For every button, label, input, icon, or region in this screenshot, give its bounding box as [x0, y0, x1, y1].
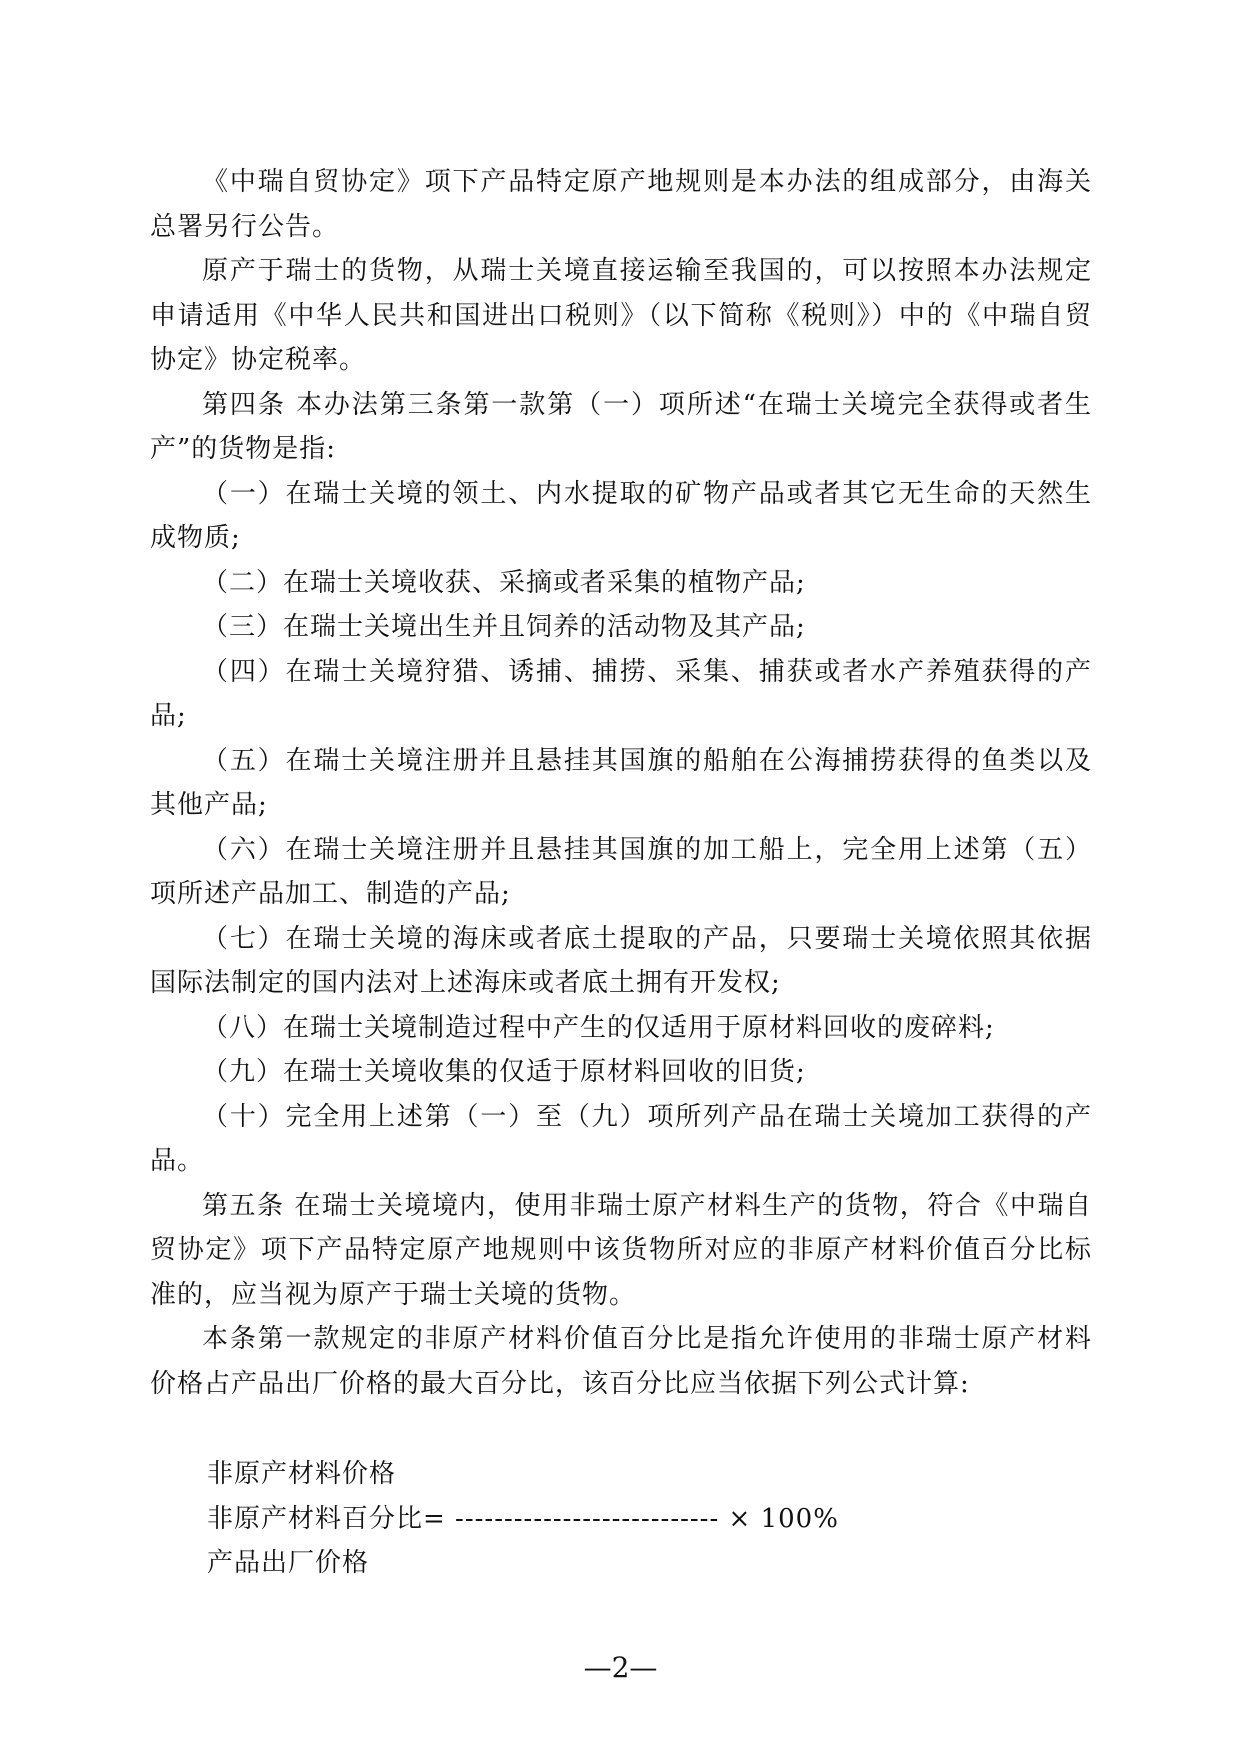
list-item-6: （六）在瑞士关境注册并且悬挂其国旗的加工船上，完全用上述第（五）项所述产品加工、制造的产品;	[150, 834, 1092, 909]
list-item-3: （三）在瑞士关境出生并且饲养的活动物及其产品;	[202, 612, 806, 642]
list-item-7: （七）在瑞士关境的海床或者底土提取的产品，只要瑞士关境依照其依据国际法制定的国内法对上述海床或者底土拥有开发权;	[150, 923, 1092, 998]
page-number: —2—	[583, 1651, 658, 1684]
formula-denominator: 产品出厂价格	[207, 1548, 370, 1578]
formula-main-line: 非原产材料百分比= --------------------------- × 100%	[207, 1503, 839, 1534]
list-item-5: （五）在瑞士关境注册并且悬挂其国旗的船舶在公海捕捞获得的鱼类以及其他产品;	[150, 745, 1092, 820]
paragraph-percentage-definition: 本条第一款规定的非原产材料价值百分比是指允许使用的非瑞士原产材料价格占产品出厂价格的最大百分比，该百分比应当依据下列公式计算:	[150, 1324, 1092, 1399]
list-item-8: （八）在瑞士关境制造过程中产生的仅适用于原材料回收的废碎料;	[202, 1012, 995, 1043]
formula-numerator: 非原产材料价格	[207, 1459, 397, 1489]
list-item-9: （九）在瑞士关境收集的仅适于原材料回收的旧货;	[202, 1057, 806, 1087]
percentage-formula	[207, 1452, 1067, 1586]
paragraph-article-4: 第四条 本办法第三条第一款第（一）项所述“在瑞士关境完全获得或者生产”的货物是指:	[150, 389, 1092, 464]
list-item-2: （二）在瑞士关境收获、采摘或者采集的植物产品;	[202, 567, 806, 598]
list-item-10: （十）完全用上述第（一）至（九）项所列产品在瑞士关境加工获得的产品。	[150, 1101, 1092, 1176]
paragraph-origin-application: 原产于瑞士的货物，从瑞士关境直接运输至我国的，可以按照本办法规定申请适用《中华人民共和国进出口税则》（以下简称《税则》）中的《中瑞自贸协定》协定税率。	[150, 256, 1092, 375]
paragraph-article-5: 第五条 在瑞士关境境内，使用非瑞士原产材料生产的货物，符合《中瑞自贸协定》项下产品特定原产地规则中该货物所对应的非原产材料价值百分比标准的，应当视为原产于瑞士关境的货物。	[150, 1190, 1092, 1310]
list-item-4: （四）在瑞士关境狩猎、诱捕、捕捞、采集、捕获或者水产养殖获得的产品;	[150, 656, 1092, 731]
list-item-1: （一）在瑞士关境的领土、内水提取的矿物产品或者其它无生命的天然生成物质;	[150, 478, 1092, 553]
paragraph-rules-reference: 《中瑞自贸协定》项下产品特定原产地规则是本办法的组成部分，由海关总署另行公告。	[150, 167, 1092, 242]
body-text	[150, 160, 1092, 1406]
